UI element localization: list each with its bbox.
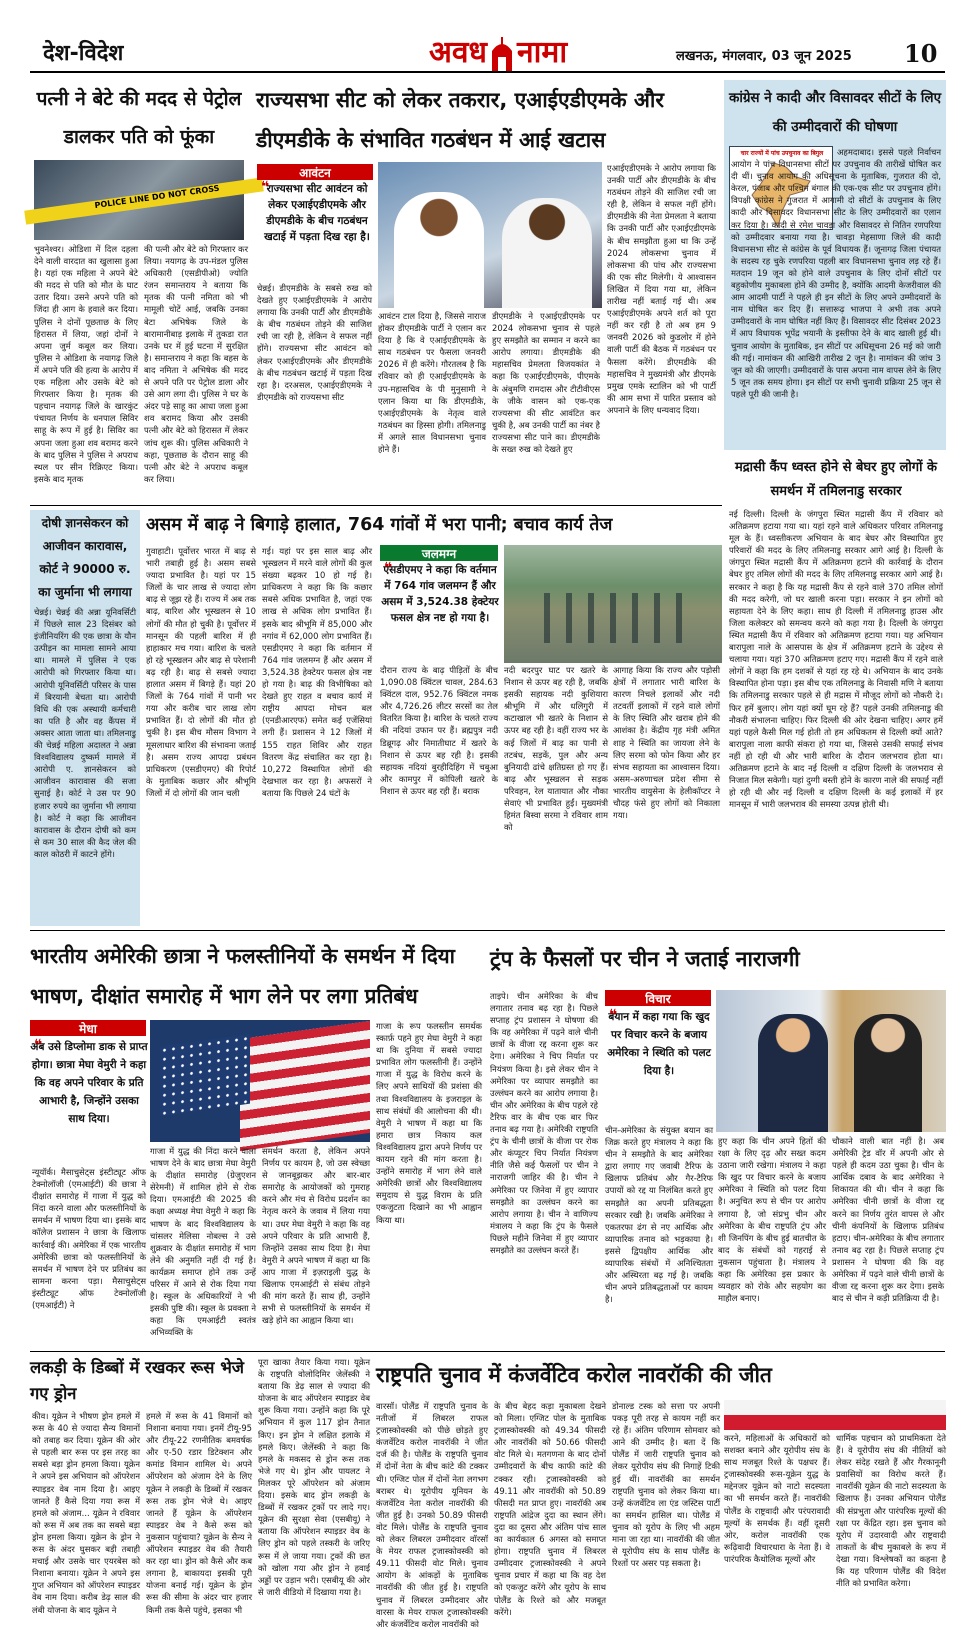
rule-row3 bbox=[30, 1351, 945, 1352]
a9-headline: लकड़ी के डिब्बों में रखकर रूस भेजे गए ड्रोन bbox=[30, 1358, 245, 1403]
a8-photo bbox=[716, 990, 946, 1132]
a7-body-col1: न्यूयॉर्क। मैसाचुसेट्स इंस्टीट्यूट ऑफ टेक्नोलॉजी (एमआईटी) की छात्रा ने दीक्षांत समारोह में गाजा में युद्ध को निंदा करने वाला और फलस्तीनियों के समर्थन में भाषण दिया था। इसके बाद कॉलेज प्रशासन ने छात्रा के खिलाफ कार्रवाई की। अमेरिका में एक भारतीय अमेरिकी छात्रा को फलस्तीनियों के समर्थन में भाषण देने पर प्रतिबंध का सामना करना पड़ा। मैसाचुसेट्स इंस्टीट्यूट ऑफ टेक्नोलॉजी (एमआईटी) ने bbox=[32, 1167, 146, 1311]
a9-body-col1: कीव। यूक्रेन ने भीषण ड्रोन हमले में रूस के 40 से ज्यादा सैन्य विमानों को तबाह कर दिया। यूक्रेन की ओर से पहली बार रूस पर इस तरह का सबसे बड़ा ड्रोन हमला किया। यूक्रेन ने अपने इस अभियान को ऑपरेशन स्पाइडर वेब नाम दिया है। आइए जानते हैं कैसे दिया गया रूस में हमले को अंजाम... यूक्रेन ने रविवार को रूस में अब तक का सबसे बड़ा ड्रोन हमला किया। यूक्रेन के ड्रोन ने रूस के अंदर घुसकर बड़ी तबाही मचाई और उसके चार एयरबेस को निशाना बनाया। यूक्रेन ने अपने इस गुप्त अभियान को ऑपरेशन स्पाइडर वेब नाम दिया। करीब डेढ़ साल की लंबी योजना के बाद यूक्रेन ने bbox=[32, 1411, 140, 1615]
a3-body: अहमदाबाद। इससे पहले निर्वाचन आयोग ने पांच विधानसभा सीटों पर उपचुनाव की तारीखें घोषित कर दी थीं। चुनाव आयोग की अधिसूचना के मुताबिक, गुजरात की दो, केरल, पंजाब और पश्चिम बंगाल की एक-एक सीट पर उपचुनाव होंगे। विपक्षी कांग्रेस ने गुजरात में आगामी दो सीटों के उपचुनाव के लिए कादी और विसावदर विधानसभा सीट के लिए उम्मीदवारों का एलान कर दिया है। कादी से रमेश चावड़ा और विसावदर से नितिन रणपरिया को उम्मीदवार बनाया गया है। चावड़ा मेहसाणा जिले की कादी विधानसभा सीट से कांग्रेस के पूर्व विधायक हैं। जूनागढ़ जिला पंचायत के सदस्य रह चुके रणपरिया पहली बार विधानसभा चुनाव लड़ रहे हैं। मतदान 19 जून को होने वाले उपचुनाव के लिए दोनों सीटों पर बहुकोणीय मुकाबला होने की उम्मीद है, क्योंकि आदमी केजरीवाल की आम आदमी पार्टी ने पहले ही इन सीटों के लिए अपने उम्मीदवारों के नाम घोषित कर दिए हैं। सत्तारूढ़ भाजपा ने अभी तक अपने उम्मीदवारों के नाम घोषित नहीं किए हैं। विसावदर सीट दिसंबर 2023 में आप विधायक भूपेंद्र भयानी के इस्तीफा देने के बाद खाली हुई थी। चुनाव आयोग के मुताबिक, इन सीटों पर अधिसूचना 26 मई को जारी की गई। नामांकन की आखिरी तारीख 2 जून है। नामांकन की जांच 3 जून को की जाएगी। उम्मीदवारों के पास अपना नाम वापस लेने के लिए 5 जून तक समय होगा। इन सीटों पर सभी चुनावी प्रक्रिया 25 जून से पहले पूरी की जानी है। bbox=[731, 147, 941, 399]
a5-body-col3: दौरान राज्य के बाढ़ पीड़ितों के बीच 1,090.08 क्विंटल चावल, 284.63 क्विंटल दाल, 952.76 क्विंटल नमक और 4,726.26 लीटर सरसों का तेल वितरित किया है। बारिश के चलते राज्य की नदियां उफान पर हैं। ब्रह्मपुत्र नदी डिब्रूगढ़ और निमातीघाट में खतरे के निशान से ऊपर बह रही है। इसकी सहायक नदियां बुरहीदिहिंग में चबुआ और कामपुर में कोपिली खतरे के निशान से ऊपर बह रही हैं। बराक bbox=[380, 665, 498, 796]
a9-body-col3: पूरा खाका तैयार किया गया। यूक्रेन के राष्ट्रपति वोलोदिमिर जेलेंस्की ने बताया कि डेढ़ साल से ज्यादा की योजना के बाद ऑपरेशन स्पाइडर वेब शुरू किया गया। उन्होंने कहा कि पूरे अभियान में कुल 117 ड्रोन तैनात किए। इन ड्रोन ने लक्षित इलाके में हमले किए। जेलेंस्की ने कहा कि हमले के मकसद से ड्रोन रूस तक भेजे गए थे। ड्रोन और पायलट ने मिलकर पूरे ऑपरेशन को अंजाम दिया। इसके बाद ड्रोन लकड़ी के डिब्बों में रखकर ट्रकों पर लादे गए। यूक्रेन की सुरक्षा सेवा (एसबीयू) ने बताया कि ऑपरेशन स्पाइडर वेब के लिए ड्रोन को पहले तस्करी के जरिए रूस में ले जाया गया। ट्रकों की छत को खोला गया और ड्रोन ने हवाई अड्डों पर उड़ान भरी। एसबीयू की ओर से जारी वीडियो में दिखाया गया है। bbox=[258, 1357, 370, 1597]
a2-body-col3: डीएमडीके ने एआईएडीएमके पर 2024 लोकसभा चुनाव से पहले हुए समझौते का सम्मान न करने का आरोप लगाया। डीएमडीके की महासचिव प्रेमलता विजयकांत ने कहा कि एआईएडीएमके, पीएमके के अंबुमणि रामदास और टीटीवीएस के जीके वासन को एक-एक राज्यसभा की सीट आवंटित कर चुकी है, अब उनकी पार्टी का नंबर है राज्यसभा सीट पाने का। डीएमडीके के सख्त रुख को देखते हुए bbox=[492, 311, 600, 455]
a2-photo-person-2 bbox=[502, 198, 592, 308]
a10-body-col5: धार्मिक पहचान को प्राथमिकता देते हैं। वे यूरोपीय संघ की नीतियों को लेकर संदेह रखते हैं और गैरकानूनी प्रवासियों का विरोध करते हैं। नावरॉकी यूक्रेन की नाटो सदस्यता के खिलाफ हैं। उनका अभियान पोलैंड की संप्रभुता और पारंपरिक मूल्यों की रक्षा पर केंद्रित रहा। इस चुनाव को यूरोप में उदारवादी और राष्ट्रवादी ताकतों के बीच मुकाबले के रूप में देखा गया। विश्लेषकों का कहना है कि यह परिणाम पोलैंड की विदेश नीति को प्रभावित करेगा। bbox=[836, 1433, 946, 1589]
a8-body-col4: चौकाने वाली बात नहीं है। अब अमेरिकी ट्रेड वॉर में अपनी ओर से पहले ही कदम उठा चुका है। चीन के आर्थिक दबाव के बाद अमेरिका ने शिकायत की थी। चीन ने कहा कि अमेरिका चीनी छात्रों के वीजा रद्द करने का निर्णय तुरंत वापस ले और चीनी कंपनियों के खिलाफ प्रतिबंध हटाए। चीन-अमेरिका के बीच लगातार तनाव बढ़ रहा है। पिछले सप्ताह ट्रंप प्रशासन ने घोषणा की कि वह अमेरिका में पढ़ने वाले चीनी छात्रों के वीजा रद्द करना शुरू कर देगा। इसके बाद से चीन ने कड़ी प्रतिक्रिया दी है। bbox=[832, 1136, 944, 1304]
a2-body-col1: चेन्नई। डीएमडीके के सबसे रुख को देखते हुए एआईएडीएमके ने आरोप लगाया कि उनकी पार्टी और डीएमडीके के बीच गठबंधन तोड़ने की साजिश रची जा रही है, लेकिन वे सफल नहीं होंगे। राज्यसभा सीट आवंटन को लेकर एआईएडीएमके और डीएमडीके के बीच गठबंधन खटाई में पड़ता दिख रहा है। दरअसल, एआईएडीएमके ने डीएमडीके को राज्यसभा सीट bbox=[257, 283, 372, 402]
a8-photo-person-1 bbox=[758, 1014, 828, 1132]
a5-quote: ❝ एसडीएमए ने कहा कि वर्तमान में 764 गांव जलमग्न हैं और असम में 3,524.38 हेक्टेयर फसल क्षेत्र नष्ट हो गया है। bbox=[380, 562, 500, 660]
a8-body-col2: चीन-अमेरिका के संयुक्त बयान का जिक्र करते हुए मंत्रालय ने कहा कि चीन ने समझौते के बाद अमेरिका द्वारा लगाए गए जवाबी टैरिफ के खिलाफ प्रतिबंध और गैर-टैरिफ उपायों को रद्द या निलंबित करते हुए समझौते का अपनी प्रतिबद्धता सरकार रखी है। जबकि अमेरिका ने एकतरफा ढंग से नए आर्थिक और व्यापारिक तनाव को भड़काया है। इससे द्विपक्षीय आर्थिक और व्यापारिक संबंधों में अनिश्चितता और अस्थिरता बढ़ गई है। जबकि चीन अपने प्रतिबद्धताओं पर कायम है। bbox=[605, 1125, 713, 1305]
a4-body: चेन्नई। चेन्नई की अन्ना यूनिवर्सिटी में पिछले साल 23 दिसंबर को इंजीनियरिंग की एक छात्रा के यौन उत्पीड़न का मामला सामने आया था। मामले में पुलिस ने एक आरोपी को गिरफ्तार किया था। आरोपी यूनिवर्सिटी परिसर के पास में बिरयानी बेचता था। आरोपी विधि की एक अस्थायी कर्मचारी का पति है और वह कैंपस में अक्सर आता जाता था। तमिलनाडु की चेन्नई महिला अदालत ने अन्ना विश्वविद्यालय दुष्कर्म मामले में आरोपी ए. ज्ञानसेकरन को आजीवन कारावास की सजा सुनाई है। कोर्ट ने उस पर 90 हजार रुपये का जुर्माना भी लगाया है। कोर्ट ने कहा कि आजीवन कारावास के दौरान दोषी को कम से कम 30 साल की कैद जेल की काल कोठरी में काटने होंगे। bbox=[34, 607, 136, 859]
a8-headline: ट्रंप के फैसलों पर चीन ने जताई नाराजगी bbox=[490, 947, 800, 971]
logo-mosque-icon bbox=[489, 35, 515, 73]
a10-body-col3: डोनाल्ड टस्क को सत्ता पर अपनी पकड़ पूरी तरह से कायम नहीं कर रहे हैं। अंतिम परिणाम सोमवार को आने की उम्मीद है। बता दें कि पोलैंड में जारी राष्ट्रपति चुनाव को लेकर यूरोपीय संघ की निगाहें टिकी हुई थीं। नावरॉकी का समर्थन राष्ट्रपति चुनाव को लेकर किया था। उन्हें कंजर्वेटिव ला एंड जस्टिस पार्टी का समर्थन हासिल था। पोलैंड में चुनाव को यूरोप के लिए भी अहम माना जा रहा था। नावरॉकी की जीत से यूरोपीय संघ के साथ पोलैंड के रिश्तों पर असर पड़ सकता है। bbox=[612, 1401, 720, 1569]
section-title: देश-विदेश bbox=[43, 41, 124, 66]
a2-headline: राज्यसभा सीट को लेकर तकरार, एआईएडीएमके और डीएमडीके के संभावित गठबंधन में आई खटास bbox=[256, 88, 664, 152]
us-flag-canton bbox=[160, 1034, 250, 1117]
a5-body-col4: नदी बदरपुर घाट पर खतरे के निशान से ऊपर बह रही है, जबकि इसकी सहायक नदी कुशियारा श्रीभूमि में और धलिगुरी में कटाखाल भी खतरे के निशान से ऊपर बह रही है। वहीं राज्य भर के कई जिलों में बाढ़ का पानी से तटबंध, सड़कें, पुल और अन्य बुनियादी ढांचे क्षतिग्रस्त हो गए हैं। बाढ़ और भूस्खलन से सड़क परिवहन, रेल यातायात और नौका सेवाएं भी प्रभावित हुईं। मुख्यमंत्री हिमंत बिस्वा सरमा ने रविवार शाम को bbox=[504, 665, 608, 833]
a2-photo-person-1 bbox=[394, 192, 484, 308]
a7-body-col2: गाजा में युद्ध की निंदा करने वाला भाषण देने के बाद छात्रा मेघा वेमुरी के दीक्षांत समारोह (ग्रेजुएशन सेरेमनी) में शामिल होने से रोक दिया। एमआईटी की 2025 की कक्षा अध्यक्ष मेघा वेमुरी ने कहा कि भाषण के बाद विश्वविद्यालय के चांसलर मेलिसा नोबल्स ने उसे शुक्रवार के दीक्षांत समारोह में भाग लेने की अनुमति नहीं दी गई है। कार्यक्रम समाप्त होने तक उन्हें परिसर में आने से रोक दिया गया है। स्कूल के अधिकारियों ने भी इसकी पुष्टि की। स्कूल के प्रवक्ता ने कहा कि एमआईटी स्वतंत्र अभिव्यक्ति के bbox=[150, 1146, 256, 1338]
rule-row1 bbox=[30, 505, 722, 506]
a2-photo bbox=[378, 162, 602, 308]
a5-photo-people bbox=[544, 593, 684, 643]
page-number: 10 bbox=[904, 39, 938, 68]
logo bbox=[387, 33, 617, 75]
a5-body-col2: गई। यहां पर इस साल बाढ़ और भूस्खलन में मरने वाले लोगों की कुल संख्या बढ़कर 10 हो गई है। प्राधिकरण ने कहा कि कि कछार सबसे अधिक प्रभावित है, जहां एक लाख से अधिक लोग प्रभावित हैं। इसके बाद श्रीभूमि में 85,000 और नगांव में 62,000 लोग प्रभावित हैं। एसडीएमए ने कहा कि वर्तमान में 764 गांव जलमग्न हैं और असम में 3,524.38 हेक्टेयर फसल क्षेत्र नष्ट हो गया है। बाढ़ की विभीषिका को देखते हुए राहत व बचाव कार्य में राष्ट्रीय आपदा मोचन बल (एनडीआरएफ) समेत कई एजेंसियां लगी हैं। प्रशासन ने 12 जिलों में 155 राहत शिविर और राहत वितरण केंद्र संचालित कर रहा है। 10,272 विस्थापित लोगों की देखभाल कर रहा है। अफसरों ने बताया कि पिछले 24 घंटों के bbox=[262, 546, 372, 798]
a5-photo bbox=[504, 545, 722, 663]
a3-inset-title: चार राज्यों में पांच उपचुनाव का बिगुल bbox=[740, 150, 824, 157]
a1-body-col2: की पत्नी और बेटे को गिरफ्तार कर लिया। नयागढ़ के उप-मंडल पुलिस अधिकारी (एसडीपीओ) ज्योति रंजन समान्तराय ने बताया कि मृतक की पत्नी नमिता को भी मामूली चोटें आई, जबकि उनका बेटा अभिषेक जिले के बारामानीबाड़ इलाके में तुकडा रात उनके घर में हुई घटना में सुरक्षित है। समान्तराय ने कहा कि बहस के बाद नमिता ने अभिषेक की मदद से अपने पति पर पेट्रोल डाला और उसे आग लगा दी। पुलिस ने घर के अंदर पड़े साहू का आधा जला हुआ शव बरामद किया और उसकी पत्नी और बेटे को हिरासत में लेकर जांच शुरू की। पुलिस अधिकारी ने कहा, पूछताछ के दौरान साहू की पत्नी और बेटे ने अपराध कबूल कर लिया। bbox=[144, 244, 248, 484]
a3-headline: कांग्रेस ने कादी और विसावदर सीटों के लिए की उम्मीदवारों की घोषणा bbox=[728, 90, 942, 135]
a7-tag: मेधा bbox=[30, 1020, 146, 1036]
a2-body-col2: आवंटन टाल दिया है, जिससे नाराज होकर डीएमडीके पार्टी ने एलान कर दिया है कि वे एआईएडीएमके के साथ गठबंधन पर फैसला जनवरी 2026 में ही करेंगे। गौरतलब है कि रविवार को ही एआईएडीएमके के उप-महासचिव के पी मुनुसामी ने एलान किया था कि डीएमडीके, एआईएडीएमके के नेतृत्व वाले गठबंधन का हिस्सा होगी। तमिलनाडु में अगले साल विधानसभा चुनाव होने हैं। bbox=[378, 311, 486, 455]
a6-headline: मद्रासी कैंप ध्वस्त होने से बेघर हुए लोगों के समर्थन में तमिलनाडु सरकार bbox=[735, 460, 937, 499]
a9-body-col2: हमले में रूस के 41 विमानों को निशाना बनाया गया। इनमें टीयू-95 और टीयू-22 रणनीतिक बमवर्षक और ए-50 रडार डिटेक्शन और कमांड विमान शामिल थे। अपने ऑपरेशन को अंजाम देने के लिए यूक्रेन ने लकड़ी के डिब्बों में रखकर रूस तक ड्रोन भेजे थे। आइए जानते हैं यूक्रेन के ऑपरेशन स्पाइडर वेब ने कैसे रूस को नुकसान पहुंचाया? यूक्रेन के सैन्य ने ऑपरेशन स्पाइडर वेब की तैयारी कर रहा था। ड्रोन को कैसे और कब लगाना है, बाकायदा इसकी पूरी योजना बनाई गई। यूक्रेन के ड्रोन रूस की सीमा के अंदर चार हजार किमी तक कैसे पहुंचे, इसका भी bbox=[146, 1411, 252, 1615]
a7-body-col4: गाजा के रूप फलस्तीन समर्थक स्कार्फ़ पहने हुए मेघा वेमुरी ने कहा था कि दुनिया में सबसे ज्यादा प्रभावित लोग फलस्तीनी हैं। उन्होंने गाजा में युद्ध के विरोध करने के लिए अपने साथियों की प्रशंसा की तथा विश्वविद्यालय के इजराइल के साथ संबंधों की आलोचना की थी। वेमुरी ने भाषण में कहा था कि हमारा छात्र निकाय कल विश्वविद्यालय द्वारा अपने निर्णय पर कायम रहने की मांग करता है। उन्होंने समारोह में भाग लेने वाले अमेरिकी छात्रों और विश्वविद्यालय समुदाय से युद्ध विराम के प्रति एकजुटता दिखाने का भी आह्वान किया था। bbox=[376, 1021, 482, 1225]
us-flag-stripes bbox=[240, 1021, 370, 1151]
a2-quote: ❝ राज्यसभा सीट आवंटन को लेकर एआईएडीएमके और डीएमडीके के बीच गठबंधन खटाई में पड़ता दिख रहा है। bbox=[257, 181, 377, 279]
masthead-rule bbox=[30, 71, 945, 73]
logo-right: नामा bbox=[517, 35, 568, 70]
police-tape-text: POLICE LINE DO NOT CROSS bbox=[94, 183, 220, 211]
a8-body-col3: हुए कहा कि चीन अपने हितों की रक्षा के लिए दृढ़ और सख्त कदम उठाना जारी रखेगा। मंत्रालय ने कहा कि खुद पर विचार करने के बजाय अमेरिका ने स्थिति को पलट दिया है। अनुचित रूप से चीन पर आरोप लगाया है, जो संप्रभु चीन और अमेरिका के बीच राष्ट्रपति ट्रंप और शी जिनपिंग के बीच हुई बातचीत के बाद के संबंधों को गहराई से नुकसान पहुंचाता है। मंत्रालय ने कहा कि अमेरिका इस प्रकार के व्यवहार को रोके और सहयोग का माहौल बनाए। bbox=[718, 1136, 826, 1304]
a5-body-col1: गुवाहाटी। पूर्वोत्तर भारत में बाढ़ से भारी तबाही हुई है। असम सबसे ज्यादा प्रभावित है। यहां पर 15 जिलों के चार लाख से ज्यादा लोग बाढ़ से जूझ रहे हैं। राज्य में अब तक बाढ़, बारिश और भूस्खलन से 10 लोगों की मौत हो चुकी है। पूर्वोत्तर में मानसून की पहली बारिश में ही हाहाकार मच गया। बारिश के चलते हो रहे भूस्खलन और बाढ़ से परेशानी बढ़ रही है। बाढ़ से सबसे ज्यादा हालात असम में बिगड़े हैं। यहां 20 जिलों के 764 गांवों में पानी भर गया और करीब चार लाख लोग प्रभावित हैं। दो लोगों की मौत हो चुकी है। इस बीच मौसम विभाग ने मूसलाधार बारिश की संभावना जताई है। असम राज्य आपदा प्रबंधन प्राधिकरण (एसडीएमए) की रिपोर्ट के मुताबिक कछार और श्रीभूमि जिलों में दो लोगों की जान चली bbox=[146, 546, 256, 798]
a7-headline: भारतीय अमेरिकी छात्रा ने फलस्तीनियों के समर्थन में दिया भाषण, दीक्षांत समारोह में भाग लेने पर लगा प्रतिबंध bbox=[30, 944, 455, 1008]
rule-row2 bbox=[30, 930, 945, 931]
a8-photo-person-2 bbox=[854, 1014, 922, 1132]
a8-body-col1: ताइपे। चीन अमेरिका के बीच लगातार तनाव बढ़ रहा है। पिछले सप्ताह ट्रंप प्रशासन ने घोषणा की कि वह अमेरिका में पढ़ने वाले चीनी छात्रों के वीजा रद्द करना शुरू कर देगा। अमेरिका ने चिप निर्यात पर नियंत्रण किया है। इसे लेकर चीन ने अमेरिका पर व्यापार समझौते का उल्लंघन करने का आरोप लगाया है। चीन और अमेरिका के बीच पहले रहे टैरिफ वार के बीच एक बार फिर तनाव बढ़ गया है। अमेरिकी राष्ट्रपति ट्रंप के चीनी छात्रों के वीजा पर रोक और कंप्यूटर चिप निर्यात नियंत्रण नीति जैसे कई फैसलों पर चीन ने नाराजगी जाहिर की है। चीन ने अमेरिका पर जिनेवा में हुए व्यापार समझौते का उल्लंघन करने का आरोप लगाया है। चीन ने वाणिज्य मंत्रालय ने कहा कि ट्रंप के फैसले पिछले महीने जिनेवा में हुए व्यापार समझौते का उल्लंघन करते हैं। bbox=[490, 991, 598, 1255]
a6-body: नई दिल्ली। दिल्ली के जंगपुरा स्थित मद्रासी कैंप में रविवार को अतिक्रमण हटाया गया था। यहां रहने वाले अधिकतर परिवार तमिलनाडु मूल के हैं। ध्वस्तीकरण अभियान के बाद बेघर और विस्थापित हुए परिवारों की मदद के लिए तमिलनाडु सरकार आगे आई है। दिल्ली के जंगपुरा स्थित मद्रासी कैंप में अतिक्रमण हटाने की कार्रवाई के दौरान बेघर हुए तमिल लोगों की मदद के लिए तमिलनाडु सरकार आगे आई है। सरकार ने कहा है कि यह मद्रासी कैंप से रहने वाले 370 तमिल लोगों की मदद करेगी, जो घर खाली करना पड़ा। सरकार ने इन लोगों को सहायता देने के लिए कहा। साथ ही दिल्ली में तमिलनाडु हाउस और जिला कलेक्टर को समन्वय करने को कहा गया है। दिल्ली के जंगपुरा स्थित मद्रासी कैंप में रविवार को अतिक्रमण हटाया गया। यह अभियान बारापुला नाले के आसपास के क्षेत्र में अतिक्रमण हटाने के उद्देश्य से चलाया गया। यहां 370 अतिक्रमण हटाए गए। मद्रासी कैंप में रहने वाले लोगों ने कहा कि हम दशकों से यहां रह रहे थे। अभियान के बाद उनके विस्थापित होना पड़ा। इस बीच एक तमिलनाडु के निवासी मणि ने बताया कि तमिलनाडु सरकार पहले से ही मद्रास में मौजूद लोगों को नौकरी दे। फिर हमें बुलाए। लोग यहां क्यों घूम रहे हैं? पहले उनकी तमिलनाडु की नौकरी संभालना चाहिए। फिर दिल्ली की ओर देखना चाहिए। अगर हमें यहां पहले कैसी मिल गई होती तो हम अधिकतम से दिल्ली क्यों आते? बारापुला नाला काफी संकरा हो गया था, जिससे उसकी सफाई संभव नहीं हो रही थी और भारी बारिश के दौरान जलभराव होता था। अतिक्रमण हटाने के बाद नई दिल्ली व दक्षिण दिल्ली के जलभराव से निजात मिल सकेगी। यहां दुग्गी बस्ती होने के कारण नाले की सफाई नहीं हो रही थी और नई दिल्ली व दक्षिण दिल्ली के कई इलाकों में हर मानसून में भारी जलभराव की समस्या उत्पन्न होती थी। bbox=[729, 509, 943, 810]
a10-body-col1: वारसॉ। पोलैंड में राष्ट्रपति चुनाव के नतीजों में लिबरल राफल ट्रजास्कोवस्की को पीछे छोड़ते हुए कंजर्वेटिव करोल नावरॉकी ने जीत दर्ज की है। पोलैंड के राष्ट्रपति चुनाव में दोनों नेता के बीच कांटे की टक्कर थी। एग्जिट पोल में दोनों नेता लगभग बराबर थे। यूरोपीय यूनियन के कंजर्वेटिव नेता करोल नावरॉकी की जीत हुई है। उनको 50.89 फीसदी वोट मिले। पोलैंड के राष्ट्रपति चुनाव को लेकर लिबरल उम्मीदवार वॉरसॉ के मेयर राफल ट्रजास्कोवस्की को 49.11 फीसदी वोट मिले। चुनाव आयोग के आंकड़ों के मुताबिक नावरॉकी की जीत हुई है। राष्ट्रपति चुनाव में लिबरल उम्मीदवार और वारसा के मेयर राफल ट्रजास्कोवस्की और कंजर्वेटिव करोल नावरॉकी को bbox=[376, 1401, 488, 1629]
a10-body-col4: करने, महिलाओं के अधिकारों को सशक्त बनाने और यूरोपीय संघ के साथ मजबूत रिश्ते के पक्षधर हैं। ट्रजास्कोवस्की रूस-यूक्रेन युद्ध के मद्देनजर यूक्रेन को नाटो सदस्यता का भी समर्थन करते हैं। नावरॉकी पोलैंड के राष्ट्रवादी और परंपरावादी मूल्यों के समर्थक हैं। वहीं दूसरी ओर, करोल नावरॉकी एक रूढ़िवादी विचारधारा के नेता हैं। वे पारंपरिक कैथोलिक मूल्यों और bbox=[724, 1433, 830, 1564]
a5-headline: असम में बाढ़ ने बिगाड़े हालात, 764 गांवों में भरा पानी; बचाव कार्य तेज bbox=[146, 515, 613, 535]
a5-body-col5: आगाह किया कि राज्य और पड़ोसी क्षेत्रों में लगातार भारी बारिश के कारण निचले इलाकों और नदी तटवर्ती इलाकों में रहने वाले लोगों के लिए स्थिति और खराब होने की आशंका है। केंद्रीय गृह मंत्री अमित शाह ने स्थिति का जायजा लेने के लिए सरमा को फोन किया और हर संभव सहायता का आश्वासन दिया। असम-अरुणाचल प्रदेश सीमा से भारतीय वायुसेना के हेलीकॉप्टर ने चौदह फंसे हुए लोगों को निकाला गया। bbox=[613, 665, 720, 821]
a7-body-col3: समर्थन करता है, लेकिन अपने निर्णय पर कायम है, जो उस स्वेच्छा से जानबूझकर और बार-बार समारोह के आयोजकों को गुमराह करने और मंच से विरोध प्रदर्शन का नेतृत्व करने के जवाब में लिया गया था। उधर मेघा वेमुरी ने कहा कि वह अपने परिवार के प्रति आभारी हैं, जिन्होंने उसका साथ दिया है। मेघा वेमुरी ने अपने भाषण में कहा था कि आप गाजा में इज़राइली युद्ध के खिलाफ एमआईटी से संबंध तोड़ने की मांग करते हैं। साथ ही, उन्होंने सभी से फलस्तीनियों के समर्थन में खड़े होने का आह्वान किया था। bbox=[262, 1146, 370, 1326]
a7-flag-photo bbox=[150, 1020, 370, 1142]
a1-photo bbox=[34, 160, 244, 240]
a1-headline: पत्नी ने बेटे की मदद से पेट्रोल डालकर पति को फूंका bbox=[36, 88, 242, 148]
poland-flag-photo bbox=[724, 1400, 946, 1430]
a2-body-col4: एआईएडीएमके ने आरोप लगाया कि उनकी पार्टी और डीएमडीके के बीच गठबंधन तोड़ने की साजिश रची जा रही है, लेकिन वे सफल नहीं होंगे। डीएमडीके की नेता प्रेमलता ने बताया कि उनकी पार्टी और एआईएडीएमके के बीच समझौता हुआ था कि उन्हें 2024 लोकसभा चुनाव में लोकसभा की पांच और राज्यसभा की एक सीट मिलेगी। ये आश्वासन लिखित में दिया गया था, लेकिन तारीख नहीं बताई गई थी। अब एआईएडीएमके अपने शर्त को पूरा नहीं कर रही है तो अब हम 9 जनवरी 2026 को कुडलोर में होने वाली पार्टी की बैठक में गठबंधन पर फैसला करेंगे। डीएमडीके की महासचिव ने मुख्यमंत्री और डीएमके प्रमुख एमके स्टालिन को भी पार्टी की आम सभा में पारित प्रस्ताव को अपनाने के लिए धन्यवाद दिया। bbox=[607, 163, 716, 415]
dateline: लखनऊ, मंगलवार, 03 जून 2025 bbox=[676, 49, 852, 64]
a2-tag: आवंटन bbox=[257, 164, 373, 180]
a4-headline: दोषी ज्ञानसेकरन को आजीवन कारावास, कोर्ट ने 90000 रु. का जुर्माना भी लगाया bbox=[38, 516, 132, 599]
a5-tag: जलमग्न bbox=[380, 545, 498, 561]
a10-headline: राष्ट्रपति चुनाव में कंजर्वेटिव करोल नावरॉकी की जीत bbox=[376, 1363, 772, 1387]
a1-body-col1: भुवनेश्वर। ओडिशा में दिल दहला देने वाली वारदात का खुलासा हुआ है। यहां एक महिला ने अपने बेटे की मदद से पति को मौत के घाट उतार दिया। उसने अपने पति को जिंदा ही आग के हवाले कर दिया। पुलिस ने दोनों पूछताछ के लिए हिरासत में लिया, जहां दोनों ने अपना जुर्म कबूल कर लिया। पुलिस ने ओडिशा के नयागढ़ जिले में अपने पति की हत्या के आरोप में एक महिला और उसके बेटे को गिरफ्तार किया है। मृतक की पहचान नयागढ़ जिले के खारकुंट पंचायत निर्णय के धनपाल सिविर साहू के रूप में हुई है। सिविर का अपना जला हुआ शव बरामद करने के बाद पुलिस ने पुलिस ने अपराध स्थल पर सीन रिक्रिएट किया। इसके बाद मृतक bbox=[34, 244, 138, 484]
a8-quote: ❝ बयान में कहा गया कि खुद पर विचार करने के बजाय अमेरिका ने स्थिति को पलट दिया है। bbox=[605, 1008, 713, 1120]
a7-quote: ❝ अब उसे डिप्लोमा डाक से प्राप्त होगा। छात्रा मेघा वेमुरी ने कहा कि वह अपने परिवार के प्रति आभारी है, जिन्होंने उसका साथ दिया। bbox=[30, 1038, 148, 1164]
masthead bbox=[0, 0, 975, 70]
a10-body-col2: के बीच बेहद कड़ा मुकाबला देखने को मिला। एग्जिट पोल के मुताबिक ट्रजास्कोवस्की को 49.34 फीसदी और नावरॉकी को 50.66 फीसदी वोट मिले थे। मतगणना के बाद दोनों उम्मीदवारों के बीच काफी कांटे की टक्कर रही। ट्रजास्कोवस्की को 49.11 और नावरॉकी को 50.89 फीसदी मत प्राप्त हुए। नावरॉकी अब राष्ट्रपति आंद्रेज दुदा का स्थान लेंगे। दुदा का दूसरा और अंतिम पांच साल का कार्यकाल 6 अगस्त को समाप्त होगा। राष्ट्रपति चुनाव में लिबरल उम्मीदवार ट्रजास्कोवस्की ने अपने चुनाव प्रचार में कहा था कि वह देश को एकजुट करेंगे और यूरोप के साथ पोलैंड के रिश्ते को और मजबूत करेंगे। bbox=[494, 1401, 606, 1617]
a8-tag: विचार bbox=[605, 990, 711, 1006]
logo-left: अवध bbox=[428, 35, 487, 70]
